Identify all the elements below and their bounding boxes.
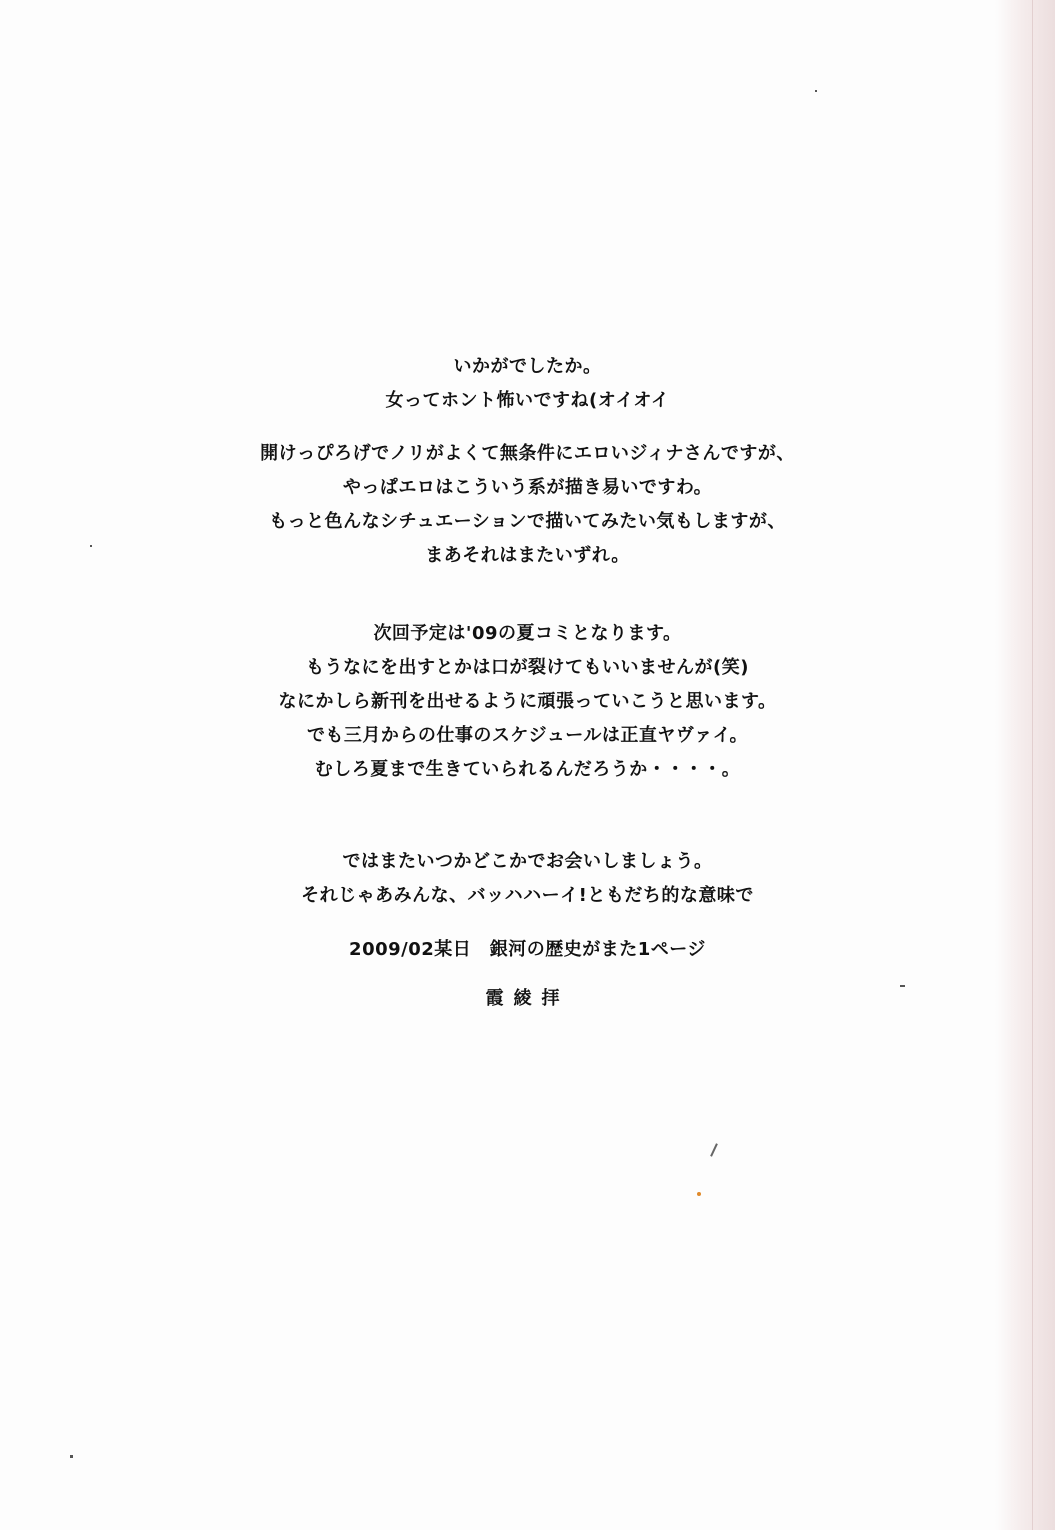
scan-speck (70, 1455, 73, 1458)
text-line: 開けっぴろげでノリがよくて無条件にエロいジィナさんですが、 (260, 443, 795, 464)
text-line: ではまたいつかどこかでお会いしましょう。 (342, 851, 713, 872)
scan-speck (900, 985, 905, 987)
text-line: まあそれはまたいずれ。 (425, 545, 630, 566)
scan-dot (697, 1192, 701, 1196)
text-line: もっと色んなシチュエーションで描いてみたい気もしますが、 (269, 511, 786, 532)
text-line: むしろ夏まで生きていられるんだろうか・・・・。 (314, 759, 741, 780)
paragraph-greeting (0, 350, 1055, 418)
signature: 霞綾拝 (485, 988, 570, 1009)
paragraph-character-comment (0, 437, 1055, 573)
text-line: それじゃあみんな、バッハハーイ!ともだち的な意味で (301, 885, 754, 906)
date-line: 2009/02某日 銀河の歴史がまた1ページ (349, 939, 706, 960)
text-line: 女ってホント怖いですね(オイオイ (385, 390, 670, 411)
paragraph-next-plans (0, 617, 1055, 787)
signature-block (0, 982, 1055, 1016)
date-line-block (0, 933, 1055, 967)
scan-mark (710, 1143, 718, 1157)
text-line: 次回予定は'09の夏コミとなります。 (373, 623, 682, 644)
text-line: もうなにを出すとかは口が裂けてもいいませんが(笑) (306, 657, 749, 678)
text-line: なにかしら新刊を出せるように頑張っていこうと思います。 (278, 691, 777, 712)
text-line: やっぱエロはこういう系が描き易いですわ。 (342, 477, 713, 498)
text-line: いかがでしたか。 (453, 356, 602, 377)
paragraph-farewell (0, 845, 1055, 913)
scan-speck (90, 545, 92, 547)
scan-speck (815, 90, 817, 92)
text-line: でも三月からの仕事のスケジュールは正直ヤヴァイ。 (306, 725, 749, 746)
